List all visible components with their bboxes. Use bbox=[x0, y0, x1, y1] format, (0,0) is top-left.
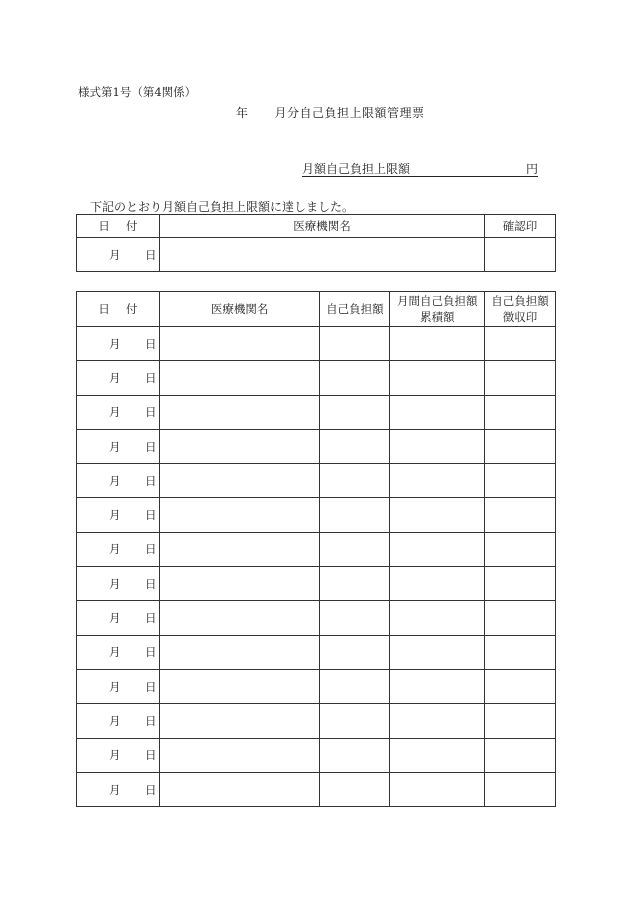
header-collection-seal: 自己負担額 徴収印 bbox=[485, 292, 556, 327]
cumulative-cell[interactable] bbox=[390, 567, 485, 601]
copay-cell[interactable] bbox=[320, 567, 390, 601]
institution-cell[interactable] bbox=[159, 704, 320, 738]
table-row bbox=[77, 532, 556, 566]
table-row bbox=[77, 429, 556, 463]
month-label: 月 bbox=[109, 748, 121, 763]
notice-text: 下記のとおり月額自己負担上限額に達しました。 bbox=[90, 200, 355, 214]
date-cell bbox=[77, 772, 160, 806]
cumulative-cell[interactable] bbox=[390, 361, 485, 395]
month-label: 月 bbox=[109, 782, 121, 797]
month-label: 月 bbox=[109, 576, 121, 591]
header-copay: 自己負担額 bbox=[320, 292, 390, 327]
form-number: 様式第1号（第4関係） bbox=[78, 85, 197, 99]
copay-cell[interactable] bbox=[320, 429, 390, 463]
collection-seal-cell[interactable] bbox=[485, 704, 556, 738]
institution-cell[interactable] bbox=[159, 635, 320, 669]
date-cell bbox=[77, 704, 160, 738]
cumulative-cell[interactable] bbox=[390, 532, 485, 566]
date-cell bbox=[77, 738, 160, 772]
confirmation-header-row bbox=[77, 215, 556, 238]
cumulative-cell[interactable] bbox=[390, 601, 485, 635]
management-header-row bbox=[77, 292, 556, 327]
collection-seal-cell[interactable] bbox=[485, 601, 556, 635]
date-cell bbox=[77, 532, 160, 566]
institution-cell[interactable] bbox=[159, 395, 320, 429]
institution-cell[interactable] bbox=[159, 738, 320, 772]
day-label: 日 bbox=[145, 439, 157, 454]
collection-seal-cell[interactable] bbox=[485, 567, 556, 601]
copay-management-table bbox=[76, 291, 556, 807]
date-cell bbox=[77, 669, 160, 703]
title-year: 年 bbox=[236, 106, 249, 120]
cumulative-cell[interactable] bbox=[390, 669, 485, 703]
seal-cell[interactable] bbox=[485, 238, 556, 272]
copay-cell[interactable] bbox=[320, 498, 390, 532]
copay-cell[interactable] bbox=[320, 669, 390, 703]
table-row bbox=[77, 498, 556, 532]
copay-cell[interactable] bbox=[320, 772, 390, 806]
day-label: 日 bbox=[145, 542, 157, 557]
day-label: 日 bbox=[145, 679, 157, 694]
header-date: 日 付 bbox=[77, 292, 160, 327]
date-cell bbox=[77, 635, 160, 669]
table-row bbox=[77, 464, 556, 498]
institution-cell[interactable] bbox=[159, 361, 320, 395]
institution-cell[interactable] bbox=[159, 567, 320, 601]
header-date: 日 付 bbox=[77, 215, 160, 238]
cumulative-cell[interactable] bbox=[390, 738, 485, 772]
date-cell bbox=[77, 498, 160, 532]
cumulative-cell[interactable] bbox=[390, 464, 485, 498]
month-label: 月 bbox=[109, 405, 121, 420]
cumulative-cell[interactable] bbox=[390, 429, 485, 463]
copay-cell[interactable] bbox=[320, 327, 390, 361]
cumulative-cell[interactable] bbox=[390, 704, 485, 738]
cumulative-cell[interactable] bbox=[390, 395, 485, 429]
day-label: 日 bbox=[145, 748, 157, 763]
monthly-limit-line bbox=[302, 160, 538, 177]
month-label: 月 bbox=[109, 473, 121, 488]
copay-cell[interactable] bbox=[320, 704, 390, 738]
day-label: 日 bbox=[145, 336, 157, 351]
copay-cell[interactable] bbox=[320, 464, 390, 498]
table-row bbox=[77, 395, 556, 429]
collection-seal-cell[interactable] bbox=[485, 738, 556, 772]
date-cell bbox=[77, 601, 160, 635]
institution-cell[interactable] bbox=[159, 464, 320, 498]
copay-cell[interactable] bbox=[320, 738, 390, 772]
collection-seal-cell[interactable] bbox=[485, 635, 556, 669]
confirmation-row bbox=[77, 238, 556, 272]
day-label: 日 bbox=[145, 645, 157, 660]
copay-cell[interactable] bbox=[320, 635, 390, 669]
page-title bbox=[236, 104, 425, 121]
collection-seal-cell[interactable] bbox=[485, 395, 556, 429]
institution-cell[interactable] bbox=[159, 429, 320, 463]
copay-cell[interactable] bbox=[320, 395, 390, 429]
collection-seal-cell[interactable] bbox=[485, 429, 556, 463]
cumulative-cell[interactable] bbox=[390, 498, 485, 532]
month-label: 月 bbox=[109, 645, 121, 660]
institution-cell[interactable] bbox=[159, 327, 320, 361]
monthly-limit-label: 月額自己負担上限額 bbox=[302, 162, 411, 176]
institution-cell[interactable] bbox=[159, 669, 320, 703]
institution-cell[interactable] bbox=[159, 498, 320, 532]
copay-cell[interactable] bbox=[320, 361, 390, 395]
copay-cell[interactable] bbox=[320, 601, 390, 635]
cumulative-cell[interactable] bbox=[390, 772, 485, 806]
day-label: 日 bbox=[145, 405, 157, 420]
day-label: 日 bbox=[145, 782, 157, 797]
header-confirmation-seal: 確認印 bbox=[485, 215, 556, 238]
institution-cell[interactable] bbox=[159, 532, 320, 566]
month-label: 月 bbox=[109, 439, 121, 454]
cumulative-cell[interactable] bbox=[390, 635, 485, 669]
institution-cell[interactable] bbox=[159, 601, 320, 635]
date-cell bbox=[77, 567, 160, 601]
month-label: 月 bbox=[109, 370, 121, 385]
collection-seal-cell[interactable] bbox=[485, 498, 556, 532]
title-text: 月分自己負担上限額管理票 bbox=[274, 106, 425, 120]
collection-seal-cell[interactable] bbox=[485, 464, 556, 498]
day-label: 日 bbox=[145, 576, 157, 591]
table-row bbox=[77, 772, 556, 806]
table-row bbox=[77, 567, 556, 601]
month-label: 月 bbox=[109, 611, 121, 626]
date-cell: 月 日 bbox=[77, 238, 160, 272]
collection-seal-cell[interactable] bbox=[485, 669, 556, 703]
date-cell bbox=[77, 464, 160, 498]
table-row bbox=[77, 704, 556, 738]
header-institution: 医療機関名 bbox=[159, 292, 320, 327]
date-cell bbox=[77, 327, 160, 361]
date-cell bbox=[77, 395, 160, 429]
header-institution: 医療機関名 bbox=[159, 215, 484, 238]
month-label: 月 bbox=[109, 713, 121, 728]
table-row bbox=[77, 669, 556, 703]
date-cell bbox=[77, 361, 160, 395]
table-row bbox=[77, 361, 556, 395]
header-cumulative: 月間自己負担額 累積額 bbox=[390, 292, 485, 327]
table-row bbox=[77, 635, 556, 669]
day-label: 日 bbox=[145, 611, 157, 626]
day-label: 日 bbox=[145, 713, 157, 728]
month-label: 月 bbox=[109, 508, 121, 523]
institution-cell[interactable] bbox=[159, 238, 484, 272]
table-row bbox=[77, 601, 556, 635]
month-label: 月 bbox=[109, 542, 121, 557]
collection-seal-cell[interactable] bbox=[485, 361, 556, 395]
cumulative-cell[interactable] bbox=[390, 327, 485, 361]
day-label: 日 bbox=[145, 473, 157, 488]
date-cell bbox=[77, 429, 160, 463]
collection-seal-cell[interactable] bbox=[485, 532, 556, 566]
collection-seal-cell[interactable] bbox=[485, 772, 556, 806]
confirmation-table bbox=[76, 214, 556, 272]
institution-cell[interactable] bbox=[159, 772, 320, 806]
table-row bbox=[77, 327, 556, 361]
copay-cell[interactable] bbox=[320, 532, 390, 566]
day-label: 日 bbox=[145, 508, 157, 523]
day-label: 日 bbox=[145, 370, 157, 385]
monthly-limit-unit: 円 bbox=[525, 162, 538, 176]
month-label: 月 bbox=[109, 679, 121, 694]
collection-seal-cell[interactable] bbox=[485, 327, 556, 361]
month-label: 月 bbox=[109, 336, 121, 351]
table-row bbox=[77, 738, 556, 772]
